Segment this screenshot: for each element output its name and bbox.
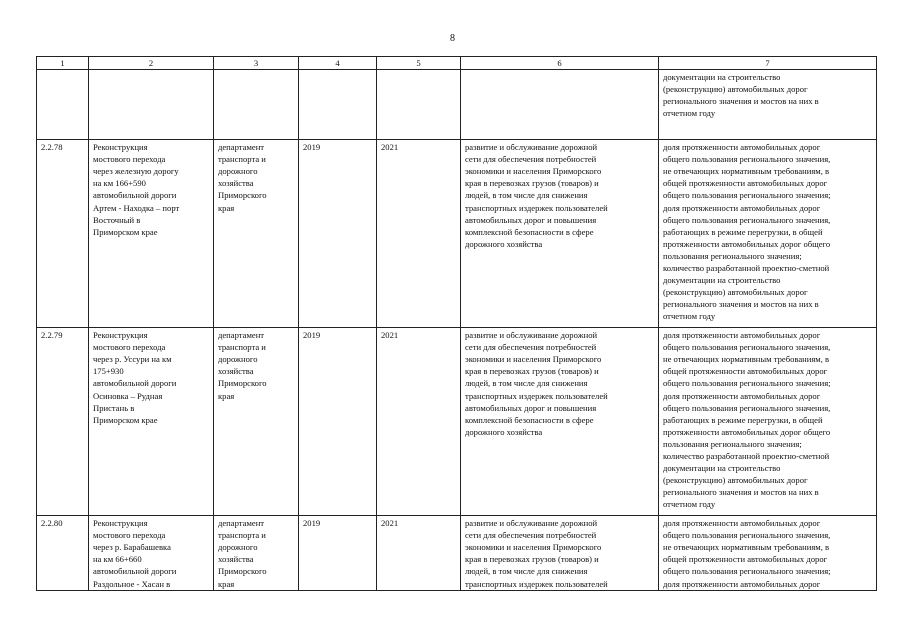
table-row	[37, 516, 877, 591]
start-year: 2019	[299, 328, 377, 516]
object-name: Реконструкция мостового перехода через р. Барабашевка на км 66+660 автомобильной дороги Раздольное - Хасан в	[89, 516, 214, 591]
header-col-3: 3	[214, 57, 299, 70]
header-col-2: 2	[89, 57, 214, 70]
goal-text: развитие и обслуживание дорожной сети для обеспечения потребностей экономики и населения Приморского края в перевозках грузов (товаров) и людей, в том числе для снижения транспортных издержек пользователей автомобильных дорог и повышения комплексной безопасности в сфере дорожного хозяйства	[461, 140, 659, 328]
header-col-4: 4	[299, 57, 377, 70]
program-table	[36, 56, 877, 591]
row-number: 2.2.78	[37, 140, 89, 328]
cell-empty	[377, 70, 461, 140]
end-year: 2021	[377, 516, 461, 591]
start-year: 2019	[299, 516, 377, 591]
continued-indicators: документации на строительство (реконструкцию) автомобильных дорог регионального значения и мостов на них в отчетном году	[659, 70, 877, 140]
indicators-text: доля протяженности автомобильных дорог общего пользования регионального значения, не отвечающих нормативным требованиям, в общей протяженности автомобильных дорог общего пользования регионального значения; доля протяженности автомобильных дорог	[659, 516, 877, 591]
object-name: Реконструкция мостового перехода через р. Уссури на км 175+930 автомобильной дороги Осиновка – Рудная Пристань в Приморском крае	[89, 328, 214, 516]
table-row	[37, 140, 877, 328]
end-year: 2021	[377, 328, 461, 516]
row-number: 2.2.79	[37, 328, 89, 516]
indicators-text: доля протяженности автомобильных дорог общего пользования регионального значения, не отвечающих нормативным требованиям, в общей протяженности автомобильных дорог общего пользования регионального значения; доля протяженности автомобильных дорог общего пользования регионального значения, работающих в режиме перегрузки, в общей протяженности автомобильных дорог общего пользования регионального значения; количество разработанной проектно-сметной документации на строительство (реконструкцию) автомобильных дорог регионального значения и мостов на них в отчетном году	[659, 140, 877, 328]
cell-empty	[299, 70, 377, 140]
object-name: Реконструкция мостового перехода через железную дорогу на км 166+590 автомобильной дороги Артем - Находка – порт Восточный в Приморском крае	[89, 140, 214, 328]
page-number: 8	[450, 33, 455, 44]
responsible-dept: департамент транспорта и дорожного хозяйства Приморского края	[214, 140, 299, 328]
start-year: 2019	[299, 140, 377, 328]
cell-empty	[214, 70, 299, 140]
row-number: 2.2.80	[37, 516, 89, 591]
header-col-1: 1	[37, 57, 89, 70]
header-col-7: 7	[659, 57, 877, 70]
end-year: 2021	[377, 140, 461, 328]
table-row	[37, 328, 877, 516]
continued-row	[37, 70, 877, 140]
cell-empty	[461, 70, 659, 140]
responsible-dept: департамент транспорта и дорожного хозяйства Приморского края	[214, 516, 299, 591]
goal-text: развитие и обслуживание дорожной сети для обеспечения потребностей экономики и населения Приморского края в перевозках грузов (товаров) и людей, в том числе для снижения транспортных издержек пользователей	[461, 516, 659, 591]
cell-empty	[89, 70, 214, 140]
header-col-6: 6	[461, 57, 659, 70]
goal-text: развитие и обслуживание дорожной сети для обеспечения потребностей экономики и населения Приморского края в перевозках грузов (товаров) и людей, в том числе для снижения транспортных издержек пользователей автомобильных дорог и повышения комплексной безопасности в сфере дорожного хозяйства	[461, 328, 659, 516]
cell-empty	[37, 70, 89, 140]
header-row	[37, 57, 877, 70]
indicators-text: доля протяженности автомобильных дорог общего пользования регионального значения, не отвечающих нормативным требованиям, в общей протяженности автомобильных дорог общего пользования регионального значения; доля протяженности автомобильных дорог общего пользования регионального значения, работающих в режиме перегрузки, в общей протяженности автомобильных дорог общего пользования регионального значения; количество разработанной проектно-сметной документации на строительство (реконструкцию) автомобильных дорог регионального значения и мостов на них в отчетном году	[659, 328, 877, 516]
responsible-dept: департамент транспорта и дорожного хозяйства Приморского края	[214, 328, 299, 516]
header-col-5: 5	[377, 57, 461, 70]
